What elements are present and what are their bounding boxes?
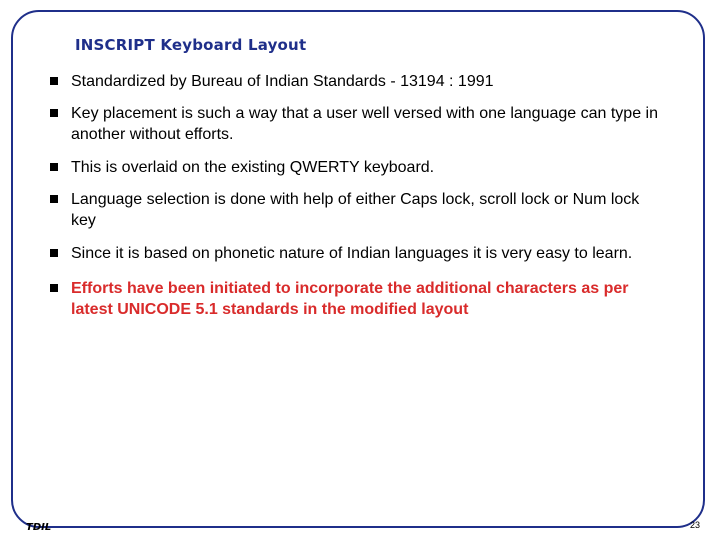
- slide-title: INSCRIPT Keyboard Layout: [75, 36, 307, 54]
- bullet-item: [48, 157, 658, 178]
- bullet-text: Standardized by Bureau of Indian Standards - 13194 : 1991: [71, 73, 494, 90]
- bullet-text: Language selection is done with help of either Caps lock, scroll lock or Num lock key: [71, 191, 640, 229]
- bullet-text: Since it is based on phonetic nature of Indian languages it is very easy to learn.: [71, 245, 633, 262]
- bullet-item: [48, 189, 658, 231]
- bullet-item: [48, 71, 658, 92]
- bullet-list: [48, 64, 658, 320]
- bullet-text: Efforts have been initiated to incorporate the additional characters as per latest UNICODE 5.1 standards in the modified layout: [71, 280, 629, 318]
- bullet-text: This is overlaid on the existing QWERTY keyboard.: [71, 159, 435, 176]
- bullet-item: [48, 243, 658, 264]
- bullet-item-highlight: [48, 278, 658, 320]
- footer-label: TDIL: [26, 522, 52, 533]
- square-bullet-icon: [50, 195, 58, 203]
- square-bullet-icon: [50, 77, 58, 85]
- square-bullet-icon: [50, 109, 58, 117]
- bullet-text: Key placement is such a way that a user well versed with one language can type in another without efforts.: [71, 105, 658, 143]
- bullet-item: [48, 103, 658, 145]
- square-bullet-icon: [50, 163, 58, 171]
- square-bullet-icon: [50, 284, 58, 292]
- square-bullet-icon: [50, 249, 58, 257]
- page-number: 23: [689, 520, 700, 530]
